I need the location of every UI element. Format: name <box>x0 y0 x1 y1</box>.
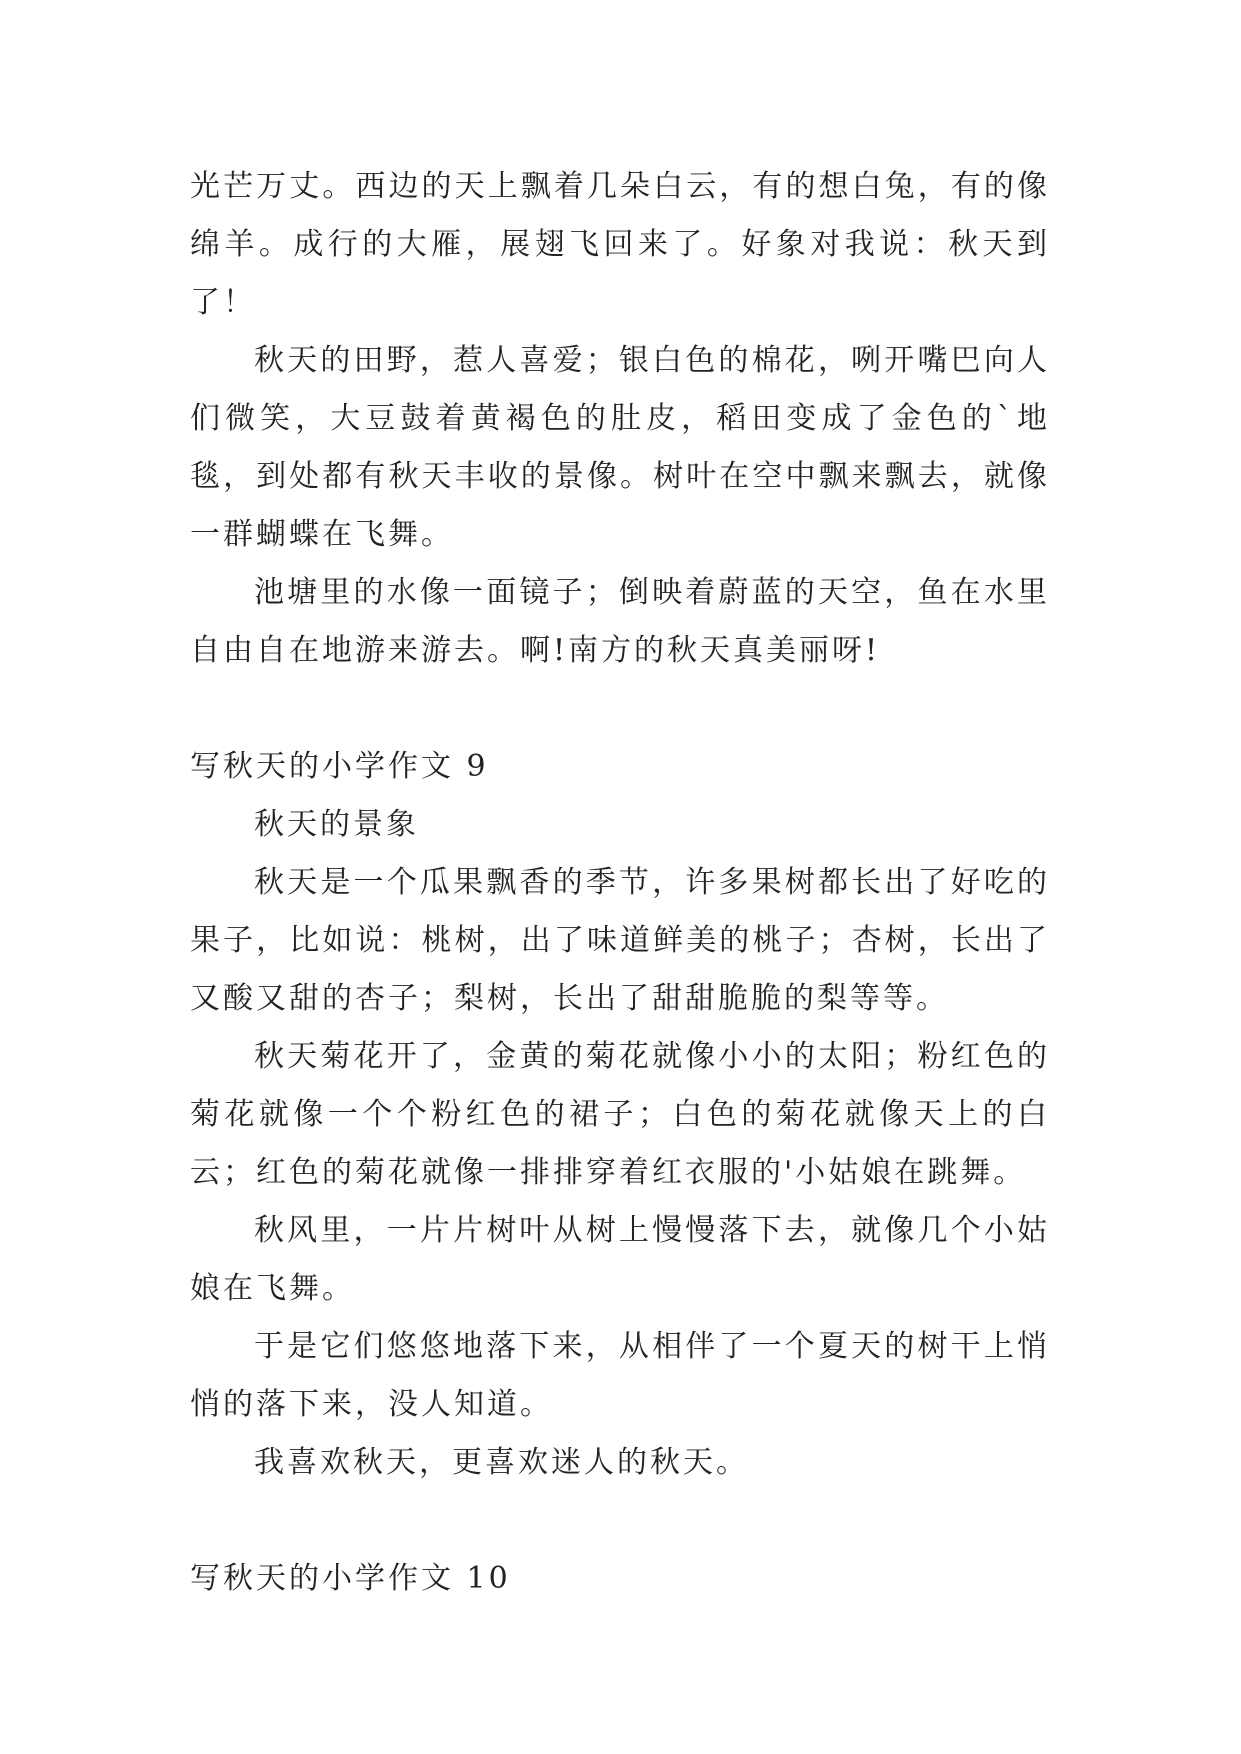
paragraph: 秋天的田野，惹人喜爱；银白色的棉花，咧开嘴巴向人们微笑，大豆鼓着黄褐色的肚皮，稻田变成了金色的`地毯，到处都有秋天丰收的景像。树叶在空中飘来飘去，就像一群蝴蝶在飞舞。 <box>190 343 1050 552</box>
paragraph: 池塘里的水像一面镜子；倒映着蔚蓝的天空，鱼在水里自由自在地游来游去。啊!南方的秋天真美丽呀! <box>190 575 1050 668</box>
paragraph: 于是它们悠悠地落下来，从相伴了一个夏天的树干上悄悄的落下来，没人知道。 <box>190 1329 1050 1422</box>
paragraph: 秋风里，一片片树叶从树上慢慢落下去，就像几个小姑娘在飞舞。 <box>190 1213 1050 1306</box>
section-heading: 写秋天的小学作文 9 <box>190 749 489 784</box>
paragraph: 秋天是一个瓜果飘香的季节，许多果树都长出了好吃的果子，比如说：桃树，出了味道鲜美的桃子；杏树，长出了又酸又甜的杏子；梨树，长出了甜甜脆脆的梨等等。 <box>190 865 1050 1016</box>
document-body <box>190 158 1050 1608</box>
paragraph: 秋天菊花开了，金黄的菊花就像小小的太阳；粉红色的菊花就像一个个粉红色的裙子；白色的菊花就像天上的白云；红色的菊花就像一排排穿着红衣服的'小姑娘在跳舞。 <box>190 1039 1050 1190</box>
paragraph-continued: 光芒万丈。西边的天上飘着几朵白云，有的想白兔，有的像绵羊。成行的大雁，展翅飞回来了。好象对我说：秋天到了！ <box>190 169 1050 320</box>
section-heading: 写秋天的小学作文 10 <box>190 1561 511 1596</box>
essay-title: 秋天的景象 <box>254 807 419 842</box>
paragraph: 我喜欢秋天，更喜欢迷人的秋天。 <box>254 1445 749 1480</box>
